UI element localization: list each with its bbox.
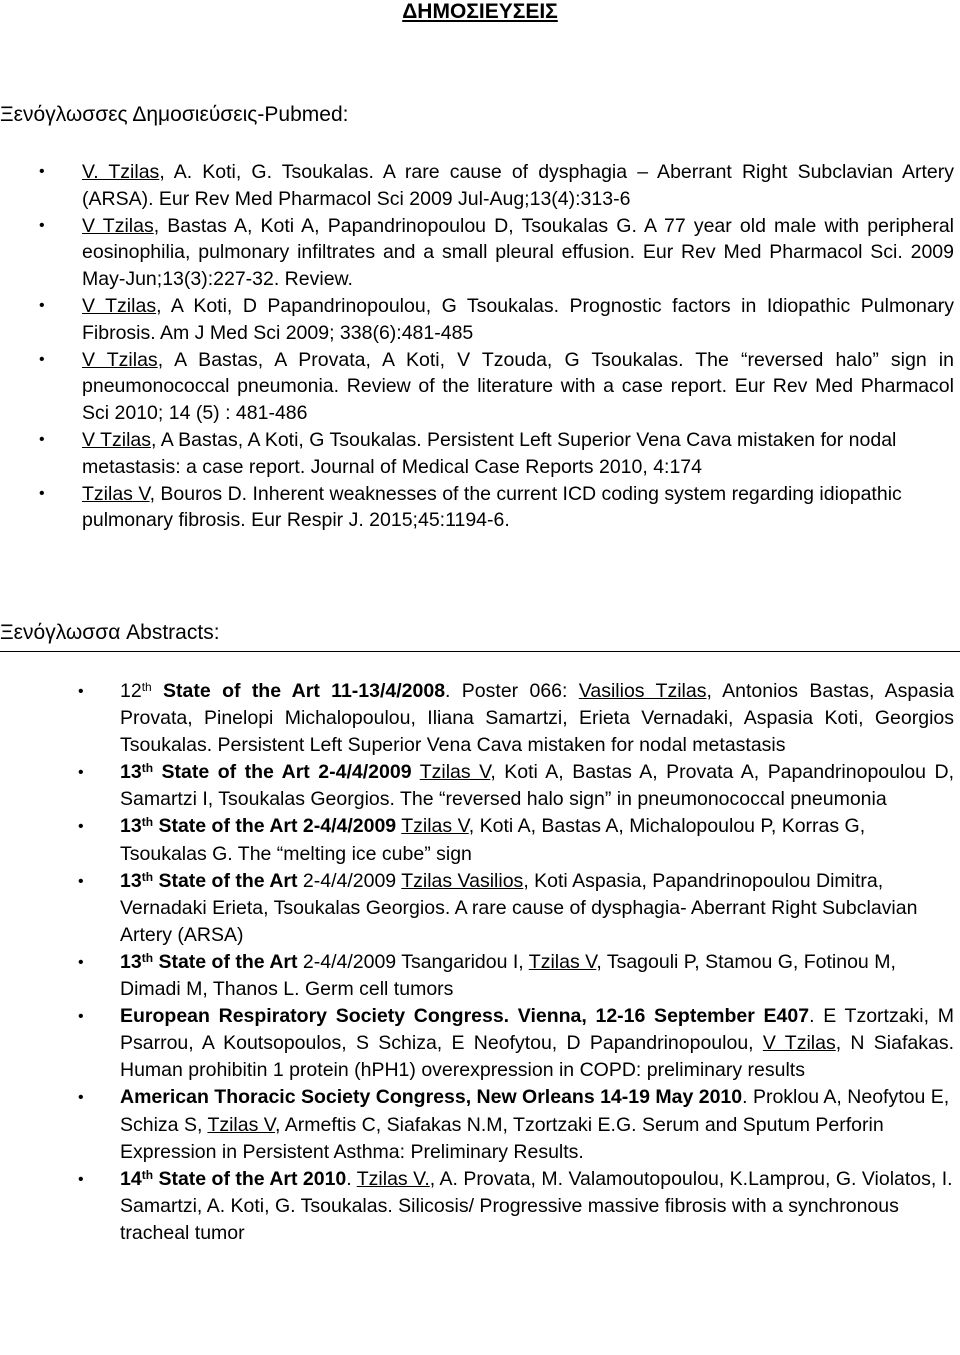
abstract-text: , Koti A, Bastas A, Michalopoulou P, Korras G, Tsoukalas G. The “melting ice cube” sign — [120, 815, 866, 865]
abstract-text: , Koti Aspasia, Papandrinopoulou Dimitra, Vernadaki Erieta, Tsoukalas Georgios. A rare cause of dysphagia- Aberrant Right Subclavian Artery (ARSA) — [120, 869, 918, 946]
abstract-author: Tzilas V — [419, 761, 491, 784]
publication-text: , A Bastas, A Koti, G Tsoukalas. Persistent Left Superior Vena Cava mistaken for nodal metastasis: a case report. Journal of Medical Case Reports 2010, 4:174 — [82, 428, 897, 478]
abstract-item — [78, 868, 954, 949]
abstract-author: Tzilas V. — [356, 1167, 430, 1190]
bullet-icon: • — [39, 484, 45, 502]
publication-text: , Bastas A, Koti A, Papandrinopoulou D, Tsoukalas G. A 77 year old male with peripheral eosinophilia, pulmonary infiltrates and a small pleural effusion. Eur Rev Med Pharmacol Sci. 2009 May-Jun;13(3):227-32. Review. — [82, 214, 954, 291]
abstract-text: , N Siafakas. Human prohibitin 1 protein (hPH1) overexpression in COPD: preliminary results — [120, 1032, 954, 1082]
bullet-icon: • — [78, 764, 84, 782]
abstract-item — [78, 678, 955, 759]
publication-author: V Tzilas — [82, 348, 158, 371]
conference-number: 13 — [120, 869, 142, 892]
conference-number: 13 — [120, 815, 142, 838]
abstract-text: 2-4/4/2009 Tsangaridou I, — [297, 950, 529, 973]
publication-text: , A Koti, D Papandrinopoulou, G Tsoukalas. Prognostic factors in Idiopathic Pulmonary Fibrosis. Am J Med Sci 2009; 338(6):481-485 — [82, 294, 954, 344]
abstract-author: Tzilas V — [401, 815, 469, 838]
bullet-icon: • — [78, 818, 84, 836]
publication-author: V Tzilas — [82, 214, 154, 237]
abstract-item — [78, 813, 954, 867]
publication-author: V Tzilas — [82, 428, 151, 451]
conference-name: European Respiratory Society Congress. Vienna, 12-16 September E407 — [120, 1005, 810, 1028]
abstract-text: . Proklou A, Neofytou E, Schiza S, — [120, 1086, 950, 1136]
abstract-author: Tzilas Vasilios — [401, 869, 524, 892]
conference-number: 13 — [120, 950, 142, 973]
conference-name: State of the Art — [153, 950, 298, 973]
abstracts-list — [78, 678, 955, 1247]
conference-ordinal: th — [141, 761, 154, 776]
conference-number: 13 — [120, 761, 142, 784]
publication-author: V. Tzilas — [82, 161, 160, 183]
abstracts-heading: Ξενόγλωσσα Abstracts: — [0, 621, 960, 652]
bullet-icon: • — [78, 1008, 84, 1026]
conference-name: State of the Art — [153, 869, 298, 892]
conference-ordinal: th — [141, 950, 154, 965]
conference-ordinal: th — [141, 815, 154, 830]
publication-item — [39, 293, 954, 347]
publication-item — [39, 159, 955, 213]
conference-number: 14 — [120, 1167, 142, 1190]
bullet-icon: • — [78, 1089, 84, 1107]
conference-number: 12 — [120, 680, 142, 702]
bullet-icon: • — [78, 683, 84, 700]
abstract-author: Vasilios Tzilas — [578, 680, 707, 702]
conference-name: State of the Art 2-4/4/2009 — [153, 815, 397, 838]
conference-name: State of the Art 11-13/4/2008 — [151, 680, 446, 702]
publication-item — [39, 213, 954, 293]
abstract-text: 2-4/4/2009 — [297, 869, 402, 892]
bullet-icon: • — [39, 163, 45, 180]
abstract-author: V Tzilas — [762, 1032, 836, 1055]
publication-item — [39, 347, 954, 427]
publications-list — [39, 159, 955, 534]
publication-author: Tzilas V — [82, 482, 150, 505]
publication-text: , A. Koti, G. Tsoukalas. A rare cause of dysphagia – Aberrant Right Subclavian Artery (ARSA). Eur Rev Med Pharmacol Sci 2009 Jul-Aug;13(4):313-6 — [82, 161, 955, 210]
bullet-icon: • — [39, 430, 45, 448]
bullet-icon: • — [39, 216, 45, 234]
abstract-author: Tzilas V — [528, 950, 597, 973]
page-title: ΔΗΜΟΣΙΕΥΣΕΙΣ — [402, 0, 558, 23]
conference-name: State of the Art 2-4/4/2009 — [153, 761, 412, 784]
abstract-item — [78, 1003, 954, 1084]
abstract-text: . — [346, 1167, 357, 1190]
abstract-text: . Poster 066: — [445, 680, 579, 702]
conference-ordinal: th — [141, 680, 152, 694]
publication-item — [39, 427, 954, 481]
publication-text: , A Bastas, A Provata, A Koti, V Tzouda, G Tsoukalas. The “reversed halo” sign in pneumonococcal pneumonia. Review of the literature with a case report. Eur Rev Med Pharmacol Sci 2010; 14 (5) : 481-486 — [82, 348, 954, 425]
abstract-text: , Koti A, Bastas A, Provata A, Papandrinopoulou D, Samartzi I, Tsoukalas Georgios. The “reversed halo sign” in pneumonococcal pneumonia — [120, 761, 954, 811]
pubmed-heading: Ξενόγλωσσες Δημοσιεύσεις-Pubmed: — [0, 103, 349, 126]
bullet-icon: • — [78, 1170, 84, 1188]
publication-author: V Tzilas — [82, 294, 157, 317]
bullet-icon: • — [78, 872, 84, 890]
abstract-text: , Armeftis C, Siafakas N.M, Tzortzaki E.G. Serum and Sputum Perforin Expression in Persistent Asthma: Preliminary Results. — [120, 1113, 884, 1163]
bullet-icon: • — [78, 953, 84, 971]
publication-item — [39, 481, 954, 535]
abstract-text: , Tsagouli P, Stamou G, Fotinou M, Dimadi M, Thanos L. Germ cell tumors — [120, 950, 896, 1001]
publication-text: , Bouros D. Inherent weaknesses of the current ICD coding system regarding idiopathic pulmonary fibrosis. Eur Respir J. 2015;45:1194-6. — [82, 482, 902, 532]
abstract-item — [78, 949, 954, 1003]
conference-name: American Thoracic Society Congress, New Orleans 14-19 May 2010 — [120, 1086, 743, 1109]
bullet-icon: • — [39, 350, 45, 368]
abstract-text: , A. Provata, M. Valamoutopoulou, K.Lamprou, G. Violatos, I. Samartzi, A. Koti, G. Tsoukalas. Silicosis/ Progressive massive fibrosis with a synchronous tracheal tumor — [120, 1167, 953, 1244]
conference-ordinal: th — [141, 1167, 154, 1182]
abstract-item — [78, 759, 954, 813]
abstract-text: , Antonios Bastas, Aspasia Provata, Pinelopi Michalopoulou, Iliana Samartzi, Erieta Vernadaki, Aspasia Koti, Georgios Tsoukalas. Persistent Left Superior Vena Cava mistaken for nodal metastasis — [120, 680, 955, 757]
abstract-item — [78, 1166, 954, 1247]
conference-ordinal: th — [141, 869, 154, 884]
abstract-text — [412, 761, 420, 783]
abstract-text: . E Tzortzaki, M Psarrou, A Koutsopoulos, S Schiza, E Neofytou, D Papandrinopoulou, — [120, 1005, 954, 1055]
conference-name: State of the Art 2010 — [153, 1167, 347, 1190]
bullet-icon: • — [39, 296, 45, 314]
abstract-item — [78, 1084, 954, 1165]
abstract-author: Tzilas V — [207, 1113, 275, 1136]
